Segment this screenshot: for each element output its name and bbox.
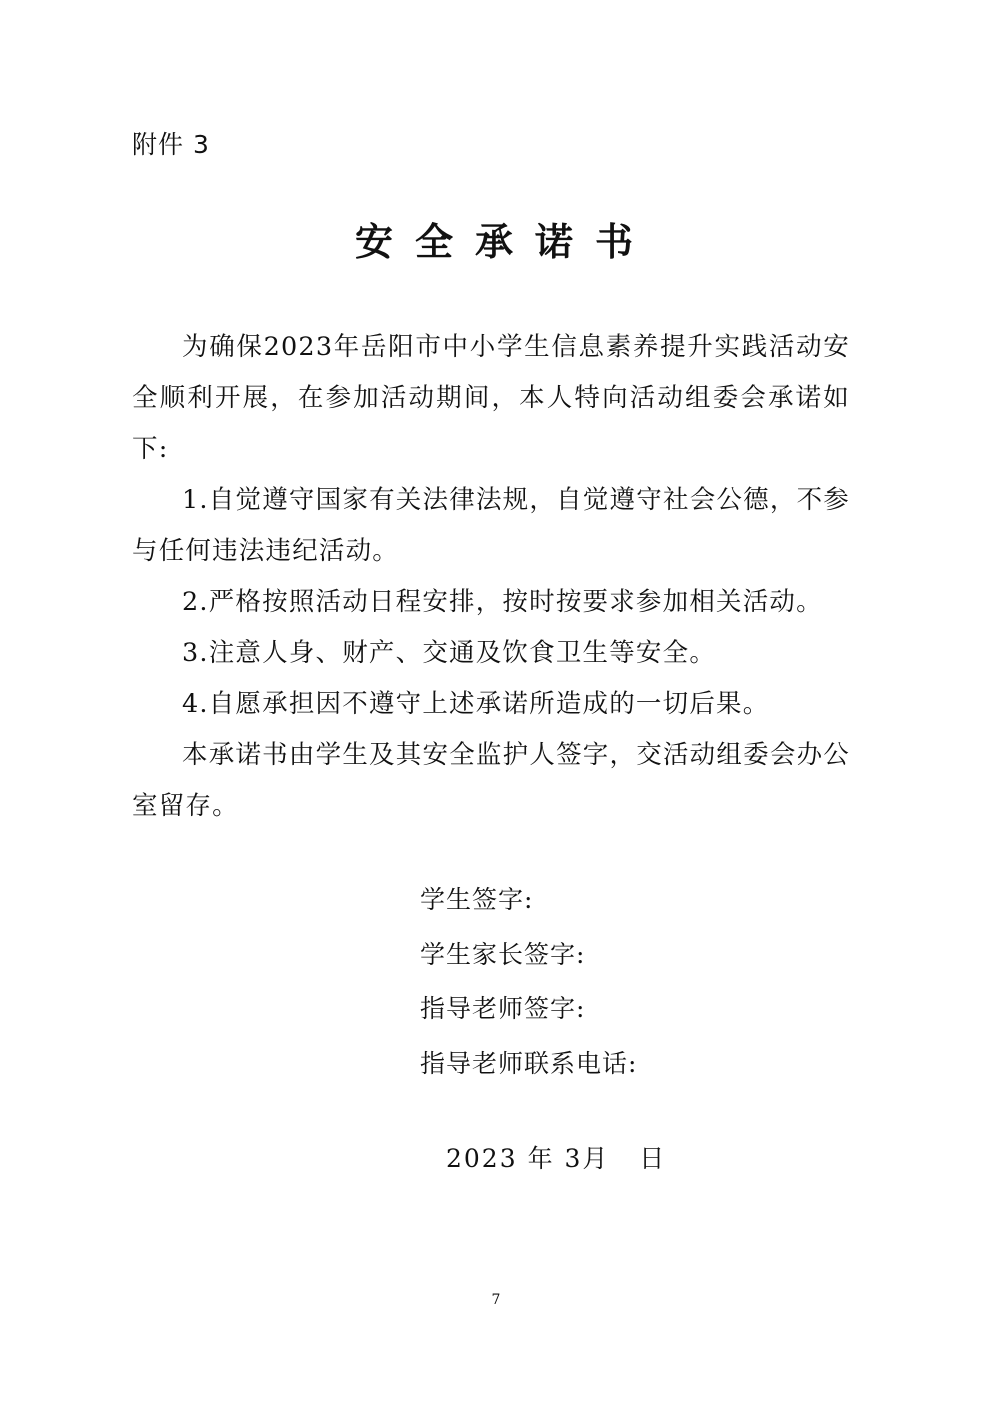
commitment-body bbox=[132, 322, 850, 832]
page-number: 7 bbox=[491, 1292, 501, 1308]
student-signature-label: 学生签字: bbox=[420, 885, 534, 914]
commitment-item-2: 2.严格按照活动日程安排，按时按要求参加相关活动。 bbox=[182, 587, 823, 617]
commitment-item-4: 4.自愿承担因不遵守上述承诺所造成的一切后果。 bbox=[182, 689, 770, 719]
signature-block bbox=[420, 873, 637, 1091]
parent-signature-label: 学生家长签字: bbox=[420, 939, 586, 969]
document-date: 2023 年 3月 日 bbox=[446, 1144, 667, 1173]
intro-paragraph: 为确保2023年岳阳市中小学生信息素养提升实践活动安全顺利开展，在参加活动期间，本人特向活动组委会承诺如下: bbox=[132, 332, 850, 464]
teacher-signature-label: 指导老师签字: bbox=[420, 994, 586, 1023]
attachment-label: 附件 3 bbox=[132, 130, 210, 159]
commitment-item-3: 3.注意人身、财产、交通及饮食卫生等安全。 bbox=[182, 638, 717, 668]
teacher-phone-label: 指导老师联系电话: bbox=[420, 1048, 638, 1078]
closing-paragraph: 本承诺书由学生及其安全监护人签字，交活动组委会办公室留存。 bbox=[132, 740, 850, 821]
document-title: 安全承诺书 bbox=[354, 219, 655, 264]
commitment-item-1: 1.自觉遵守国家有关法律法规，自觉遵守社会公德，不参与任何违法违纪活动。 bbox=[132, 485, 850, 566]
